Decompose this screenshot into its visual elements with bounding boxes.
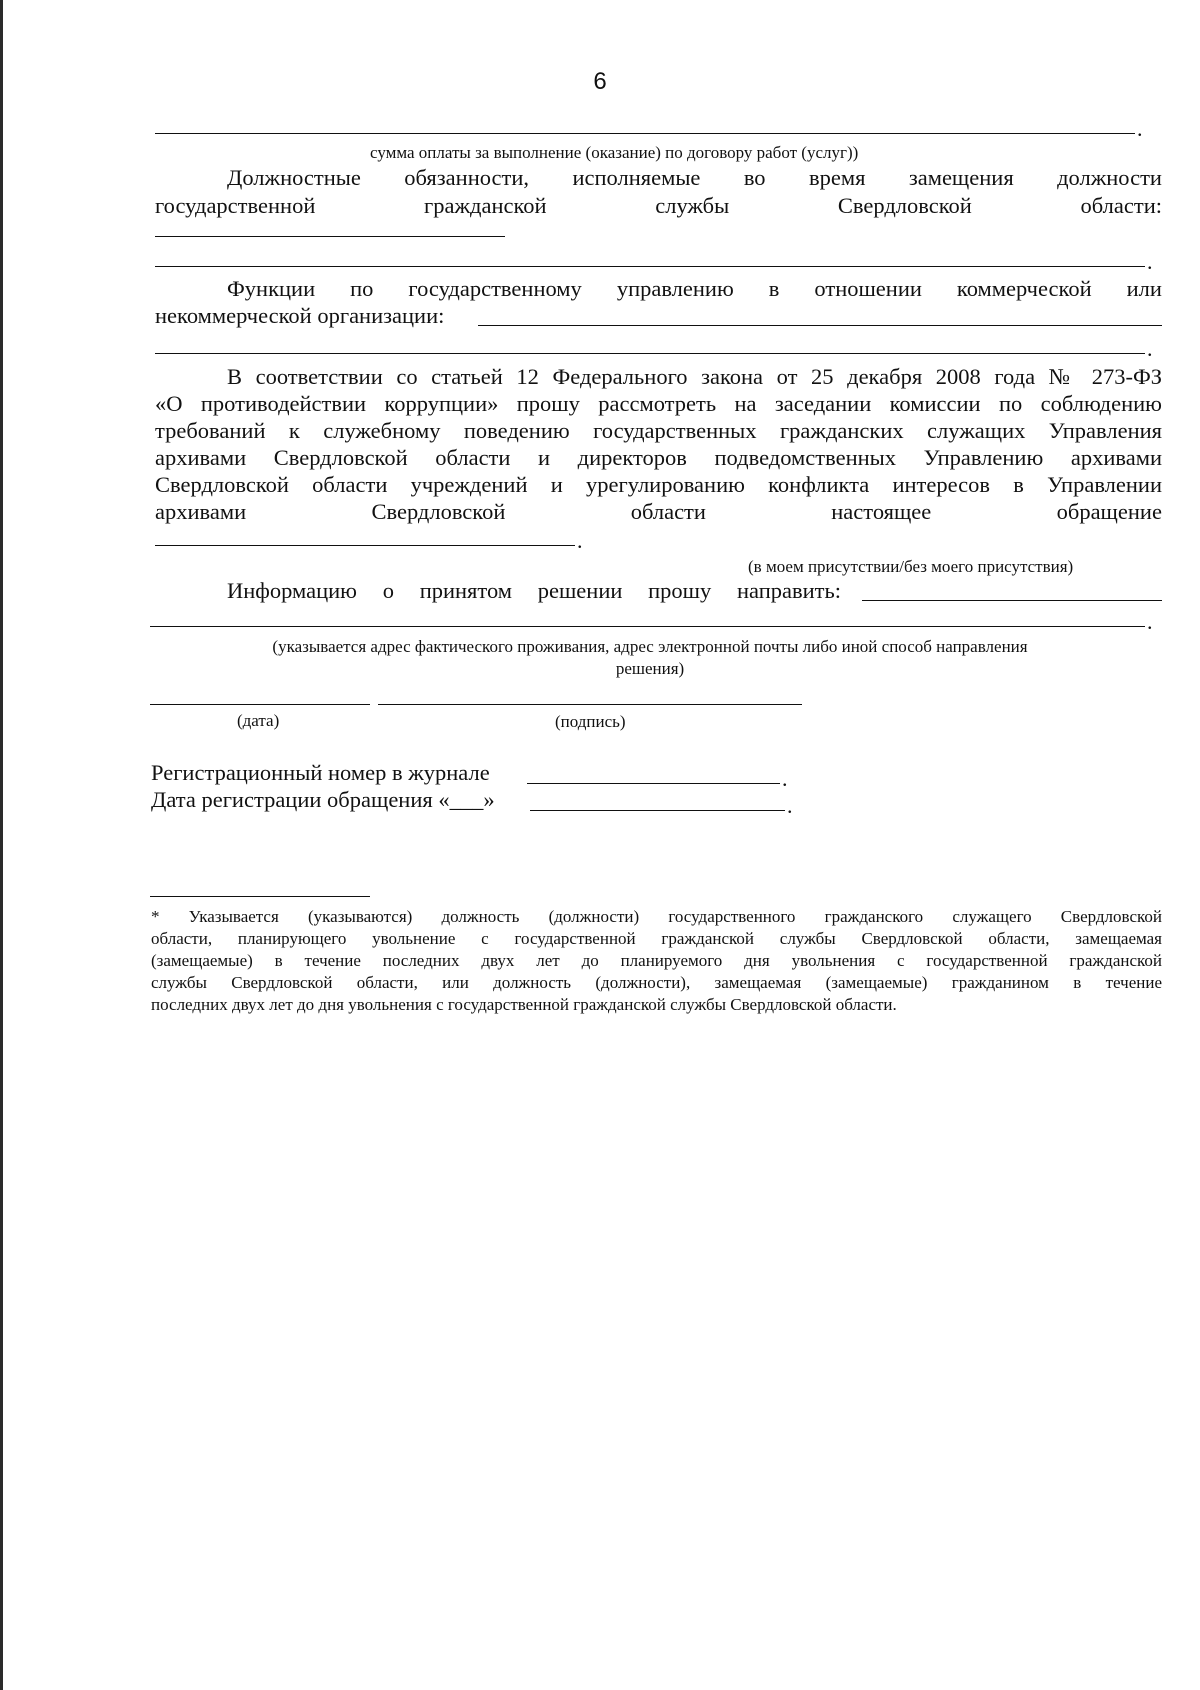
duties-line-1	[227, 164, 1162, 191]
word: или	[1126, 276, 1162, 301]
word: обязанности,	[404, 165, 530, 190]
registration-number-field[interactable]	[527, 783, 780, 784]
signature-caption: (подпись)	[555, 712, 626, 731]
word: обращение	[1056, 499, 1162, 524]
word: области:	[1080, 193, 1162, 218]
line-end-period: .	[1147, 336, 1153, 361]
word: в	[768, 276, 780, 301]
address-caption-line-2: решения)	[615, 659, 685, 678]
line-end-period: .	[1147, 249, 1153, 274]
info-line	[227, 577, 841, 604]
footnote-line-3: (замещаемые) в течение последних двух лет до планируемого дня увольнения с государственной гражданской	[151, 951, 1162, 970]
payment-amount-line	[155, 133, 1135, 134]
duties-field-line-2[interactable]	[155, 266, 1145, 267]
info-field-line-1[interactable]	[862, 600, 1162, 601]
registration-date-field[interactable]	[530, 810, 785, 811]
request-line-6	[155, 498, 1162, 525]
functions-field-line-1[interactable]	[478, 325, 1162, 326]
line-end-period: .	[782, 766, 788, 791]
word: прошу	[648, 578, 712, 603]
word: Свердловской	[371, 499, 506, 524]
word: по	[350, 276, 374, 301]
word: области	[630, 499, 706, 524]
scan-left-edge	[0, 0, 3, 1690]
word: Свердловской	[837, 193, 972, 218]
word: время	[808, 165, 866, 190]
word: должности	[1057, 165, 1162, 190]
request-line-1: В соответствии со статьей 12 Федерального закона от 25 декабря 2008 года № 273-ФЗ	[227, 364, 1162, 389]
registration-date-label: Дата регистрации обращения «___»	[151, 787, 495, 812]
word: замещения	[908, 165, 1014, 190]
functions-field-line-2[interactable]	[155, 353, 1145, 354]
word: отношении	[814, 276, 922, 301]
word: настоящее	[831, 499, 932, 524]
word: архивами	[155, 499, 247, 524]
page-number: 6	[593, 68, 607, 95]
word: во	[743, 165, 766, 190]
word: направить:	[736, 578, 841, 603]
request-line-4: архивами Свердловской области и директоров подведомственных Управлению архивами	[155, 445, 1162, 470]
word: Должностные	[227, 165, 361, 190]
footnote-separator	[150, 896, 370, 897]
word: управлению	[616, 276, 734, 301]
request-line-5: Свердловской области учреждений и урегулированию конфликта интересов в Управлении	[155, 472, 1162, 497]
presence-field-line[interactable]	[155, 545, 575, 546]
word: гражданской	[424, 193, 547, 218]
word: государственному	[408, 276, 582, 301]
word: о	[382, 578, 394, 603]
payment-caption: сумма оплаты за выполнение (оказание) по договору работ (услуг))	[370, 143, 859, 162]
info-field-line-2[interactable]	[150, 626, 1145, 627]
word: решении	[537, 578, 623, 603]
date-field-line[interactable]	[150, 704, 370, 705]
footnote-line-1: * Указывается (указываются) должность (должности) государственного гражданского служащего Свердловской	[151, 907, 1162, 926]
presence-caption: (в моем присутствии/без моего присутствия)	[748, 557, 1074, 576]
word: принятом	[419, 578, 513, 603]
word: исполняемые	[572, 165, 701, 190]
word: государственной	[155, 193, 316, 218]
word: коммерческой	[956, 276, 1092, 301]
footnote-line-4: службы Свердловской области, или должность (должности), замещаемая (замещаемые) гражданином в течение	[151, 973, 1162, 992]
line-end-period: .	[1147, 609, 1153, 634]
address-caption-line-1: (указывается адрес фактического проживания, адрес электронной почты либо иной способ направления	[272, 637, 1028, 656]
word: службы	[655, 193, 730, 218]
duties-line-2	[155, 192, 1162, 219]
line-end-period: .	[1137, 116, 1143, 141]
duties-field-line-1[interactable]	[155, 236, 505, 237]
footnote-line-5: последних двух лет до дня увольнения с государственной гражданской службы Свердловской области.	[151, 995, 897, 1014]
date-caption: (дата)	[237, 711, 280, 730]
signature-field-line[interactable]	[378, 704, 802, 705]
functions-line-1	[227, 275, 1162, 302]
word: Функции	[227, 276, 316, 301]
registration-number-label: Регистрационный номер в журнале	[151, 760, 490, 785]
functions-line-2: некоммерческой организации:	[155, 303, 445, 328]
word: Информацию	[227, 578, 357, 603]
request-line-3: требований к служебному поведению государственных гражданских служащих Управления	[155, 418, 1162, 443]
line-end-period: .	[577, 528, 583, 553]
footnote-line-2: области, планирующего увольнение с государственной гражданской службы Свердловской области, замещаемая	[151, 929, 1162, 948]
line-end-period: .	[787, 793, 793, 818]
request-line-2: «О противодействии коррупции» прошу рассмотреть на заседании комиссии по соблюдению	[155, 391, 1162, 416]
